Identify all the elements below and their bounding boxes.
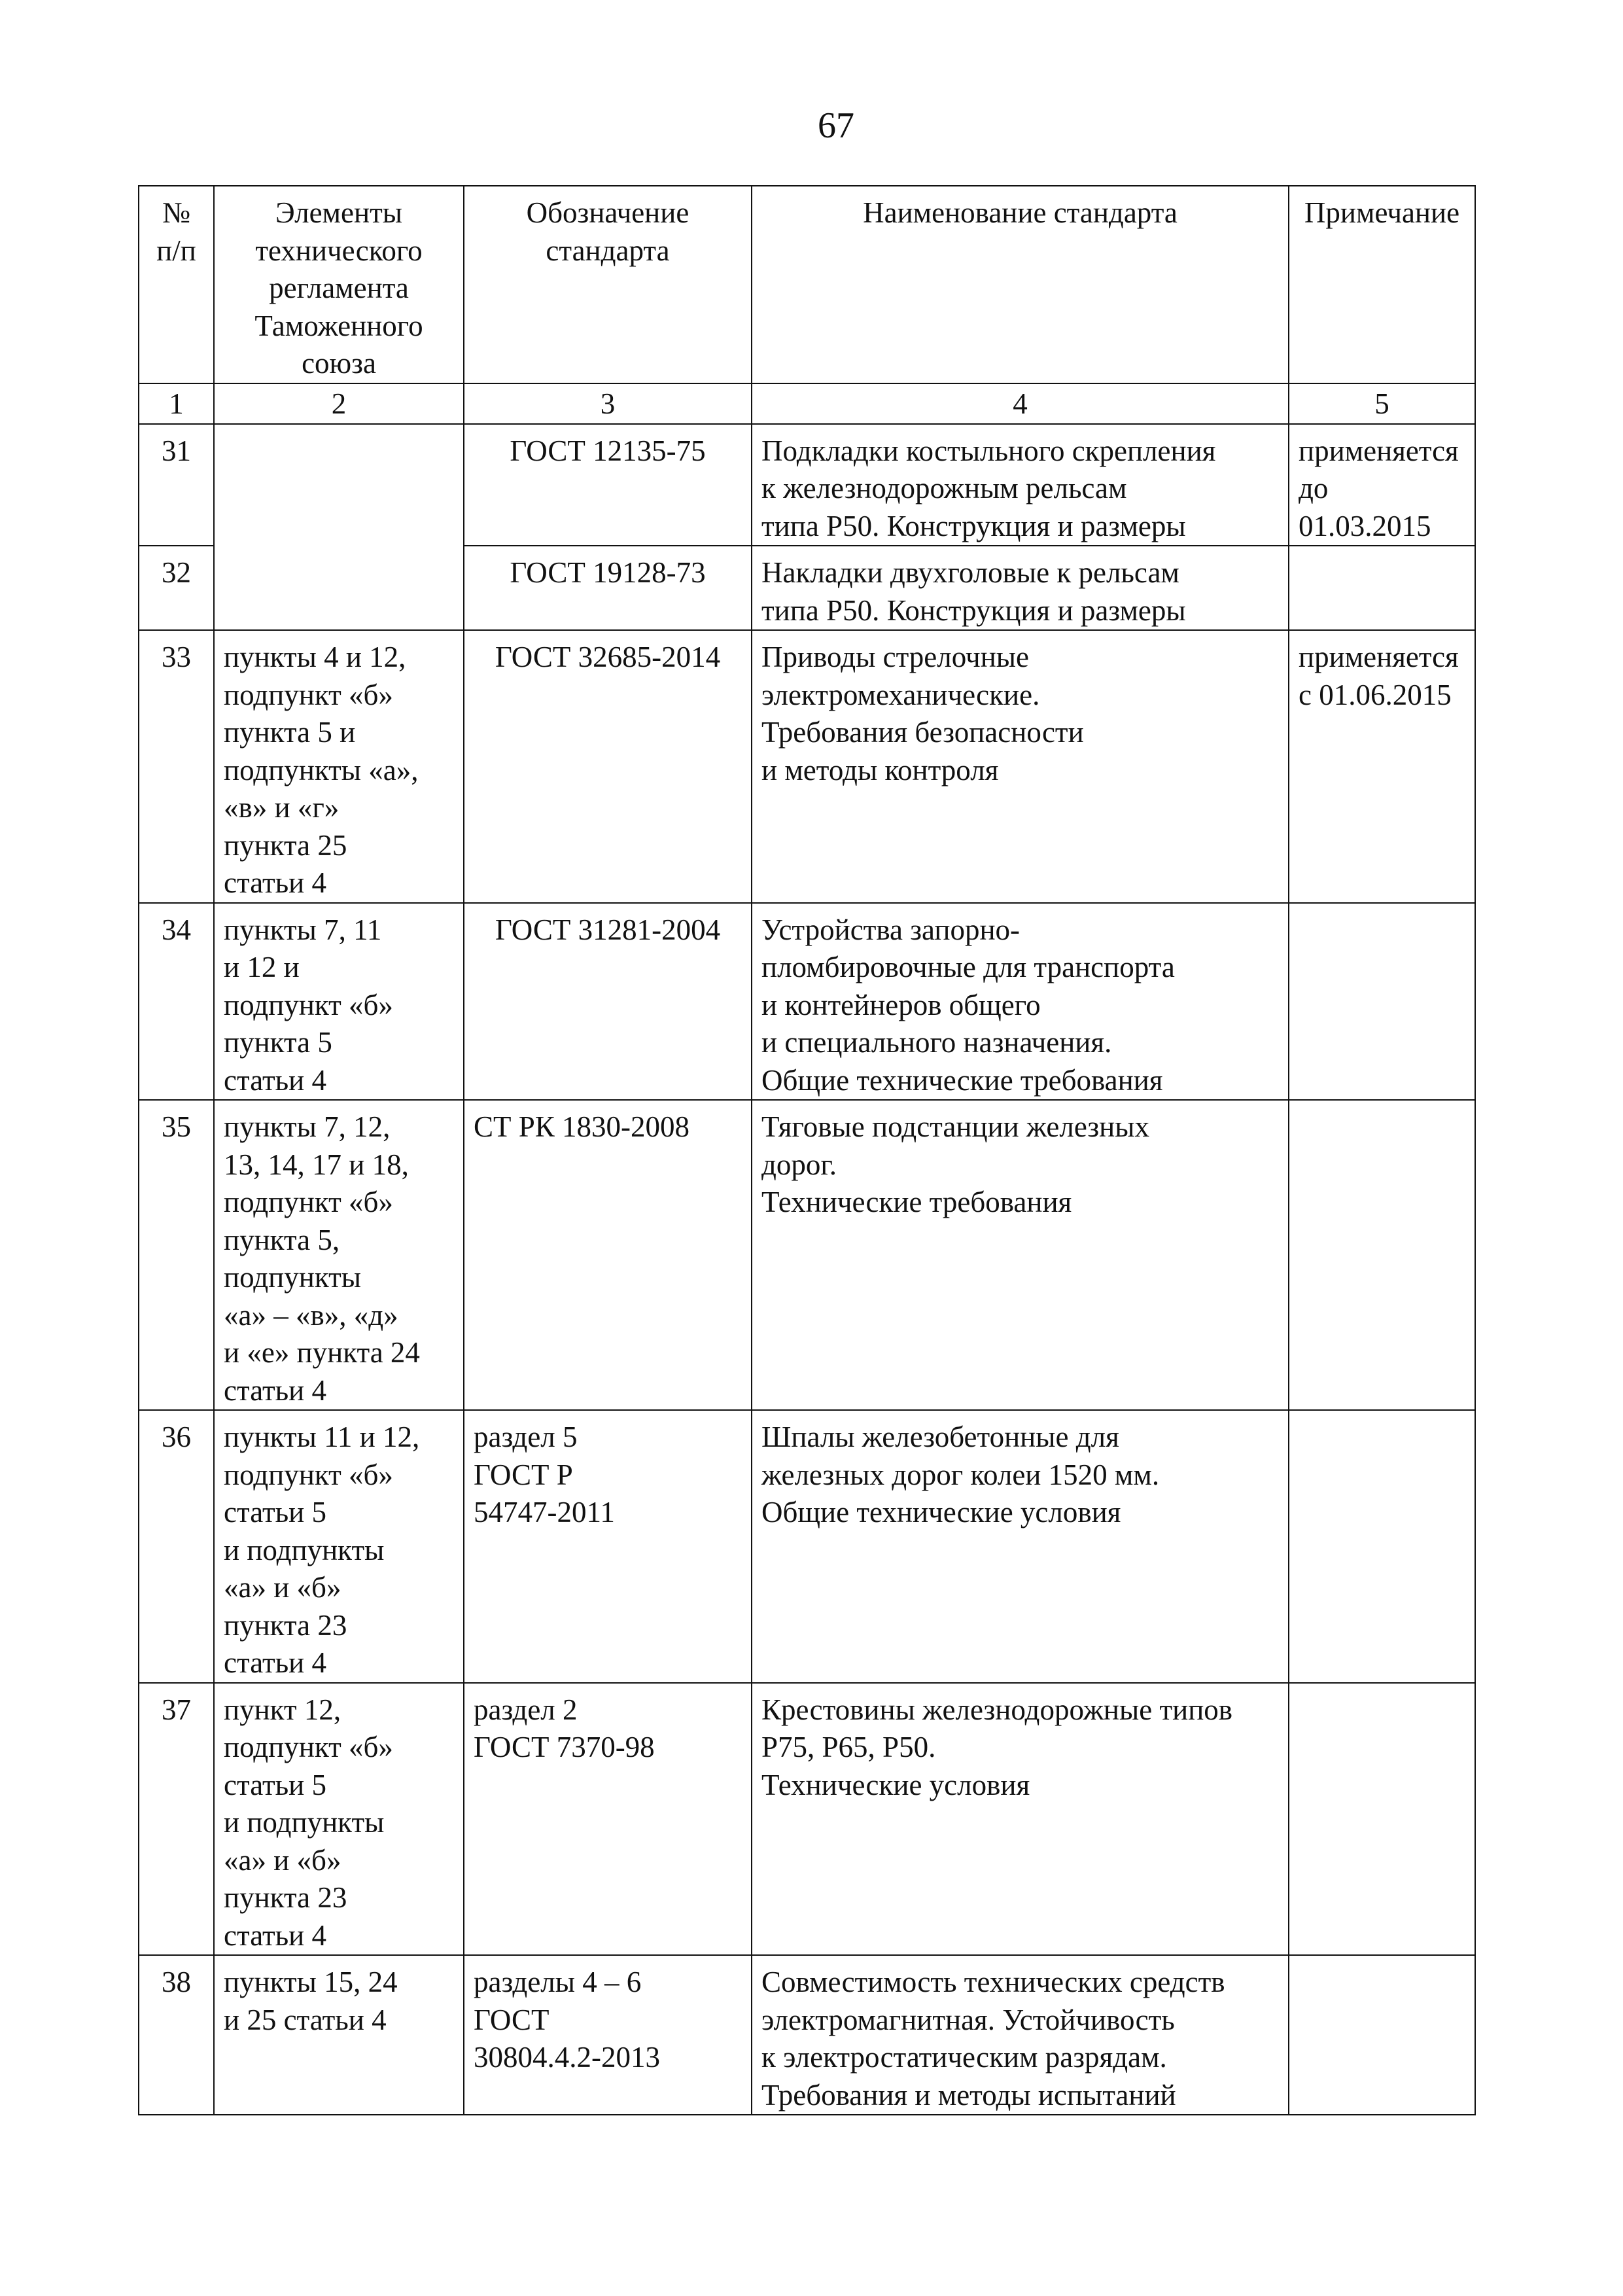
header-designation: Обозначение стандарта [464, 186, 752, 383]
row-name: Накладки двухголовые к рельсам типа Р50. Конструкция и размеры [752, 546, 1289, 630]
row-elements: пункты 11 и 12, подпункт «б» статьи 5 и подпункты «а» и «б» пункта 23 статьи 4 [214, 1410, 464, 1683]
table-row [139, 1100, 1475, 1410]
row-designation: СТ РК 1830-2008 [464, 1100, 752, 1410]
row-designation: ГОСТ 31281-2004 [464, 903, 752, 1101]
header-elements: Элементы технического регламента Таможенного союза [214, 186, 464, 383]
row-number: 37 [139, 1683, 214, 1956]
header-name: Наименование стандарта [752, 186, 1289, 383]
column-number: 4 [752, 383, 1289, 424]
row-name: Подкладки костыльного скрепления к железнодорожным рельсам типа Р50. Конструкция и размеры [752, 424, 1289, 546]
row-name: Совместимость технических средств электромагнитная. Устойчивость к электростатическим разрядам. Требования и методы испытаний [752, 1955, 1289, 2115]
header-note: Примечание [1289, 186, 1475, 383]
header-no: № п/п [139, 186, 214, 383]
column-number: 1 [139, 383, 214, 424]
row-number: 38 [139, 1955, 214, 2115]
row-name: Крестовины железнодорожные типов Р75, Р65, Р50. Технические условия [752, 1683, 1289, 1956]
row-number: 36 [139, 1410, 214, 1683]
row-name: Устройства запорно- пломбировочные для транспорта и контейнеров общего и специального назначения. Общие технические требования [752, 903, 1289, 1101]
column-number: 2 [214, 383, 464, 424]
row-designation: ГОСТ 19128-73 [464, 546, 752, 630]
row-designation: разделы 4 – 6 ГОСТ 30804.4.2-2013 [464, 1955, 752, 2115]
row-elements: пункты 7, 11 и 12 и подпункт «б» пункта 5 статьи 4 [214, 903, 464, 1101]
row-elements: пункты 4 и 12, подпункт «б» пункта 5 и подпункты «а», «в» и «г» пункта 25 статьи 4 [214, 630, 464, 903]
table-row [139, 1955, 1475, 2115]
header-row [139, 186, 1475, 383]
table-row [139, 1410, 1475, 1683]
row-designation: раздел 5 ГОСТ Р 54747-2011 [464, 1410, 752, 1683]
column-number-row [139, 383, 1475, 424]
row-note: применяется с 01.06.2015 [1289, 630, 1475, 903]
row-note: применяется до 01.03.2015 [1289, 424, 1475, 546]
row-note [1289, 1100, 1475, 1410]
row-designation: раздел 2 ГОСТ 7370-98 [464, 1683, 752, 1956]
row-name: Шпалы железобетонные для железных дорог колеи 1520 мм. Общие технические условия [752, 1410, 1289, 1683]
standards-table [138, 185, 1476, 2115]
table-row [139, 424, 1475, 546]
row-number: 32 [139, 546, 214, 630]
row-note [1289, 903, 1475, 1101]
table-row [139, 903, 1475, 1101]
row-name: Тяговые подстанции железных дорог. Технические требования [752, 1100, 1289, 1410]
page-number: 67 [818, 105, 854, 146]
row-name: Приводы стрелочные электромеханические. Требования безопасности и методы контроля [752, 630, 1289, 903]
column-number: 3 [464, 383, 752, 424]
row-number: 35 [139, 1100, 214, 1410]
row-note [1289, 1955, 1475, 2115]
row-elements: пункты 7, 12, 13, 14, 17 и 18, подпункт «б» пункта 5, подпункты «а» – «в», «д» и «е» пункта 24 статьи 4 [214, 1100, 464, 1410]
row-designation: ГОСТ 12135-75 [464, 424, 752, 546]
table-row [139, 630, 1475, 903]
row-note [1289, 1683, 1475, 1956]
row-number: 33 [139, 630, 214, 903]
column-number: 5 [1289, 383, 1475, 424]
row-designation: ГОСТ 32685-2014 [464, 630, 752, 903]
row-elements: пункты 15, 24 и 25 статьи 4 [214, 1955, 464, 2115]
row-elements [214, 424, 464, 631]
row-number: 34 [139, 903, 214, 1101]
row-number: 31 [139, 424, 214, 546]
row-elements: пункт 12, подпункт «б» статьи 5 и подпункты «а» и «б» пункта 23 статьи 4 [214, 1683, 464, 1956]
row-note [1289, 1410, 1475, 1683]
table-row [139, 1683, 1475, 1956]
row-note [1289, 546, 1475, 630]
